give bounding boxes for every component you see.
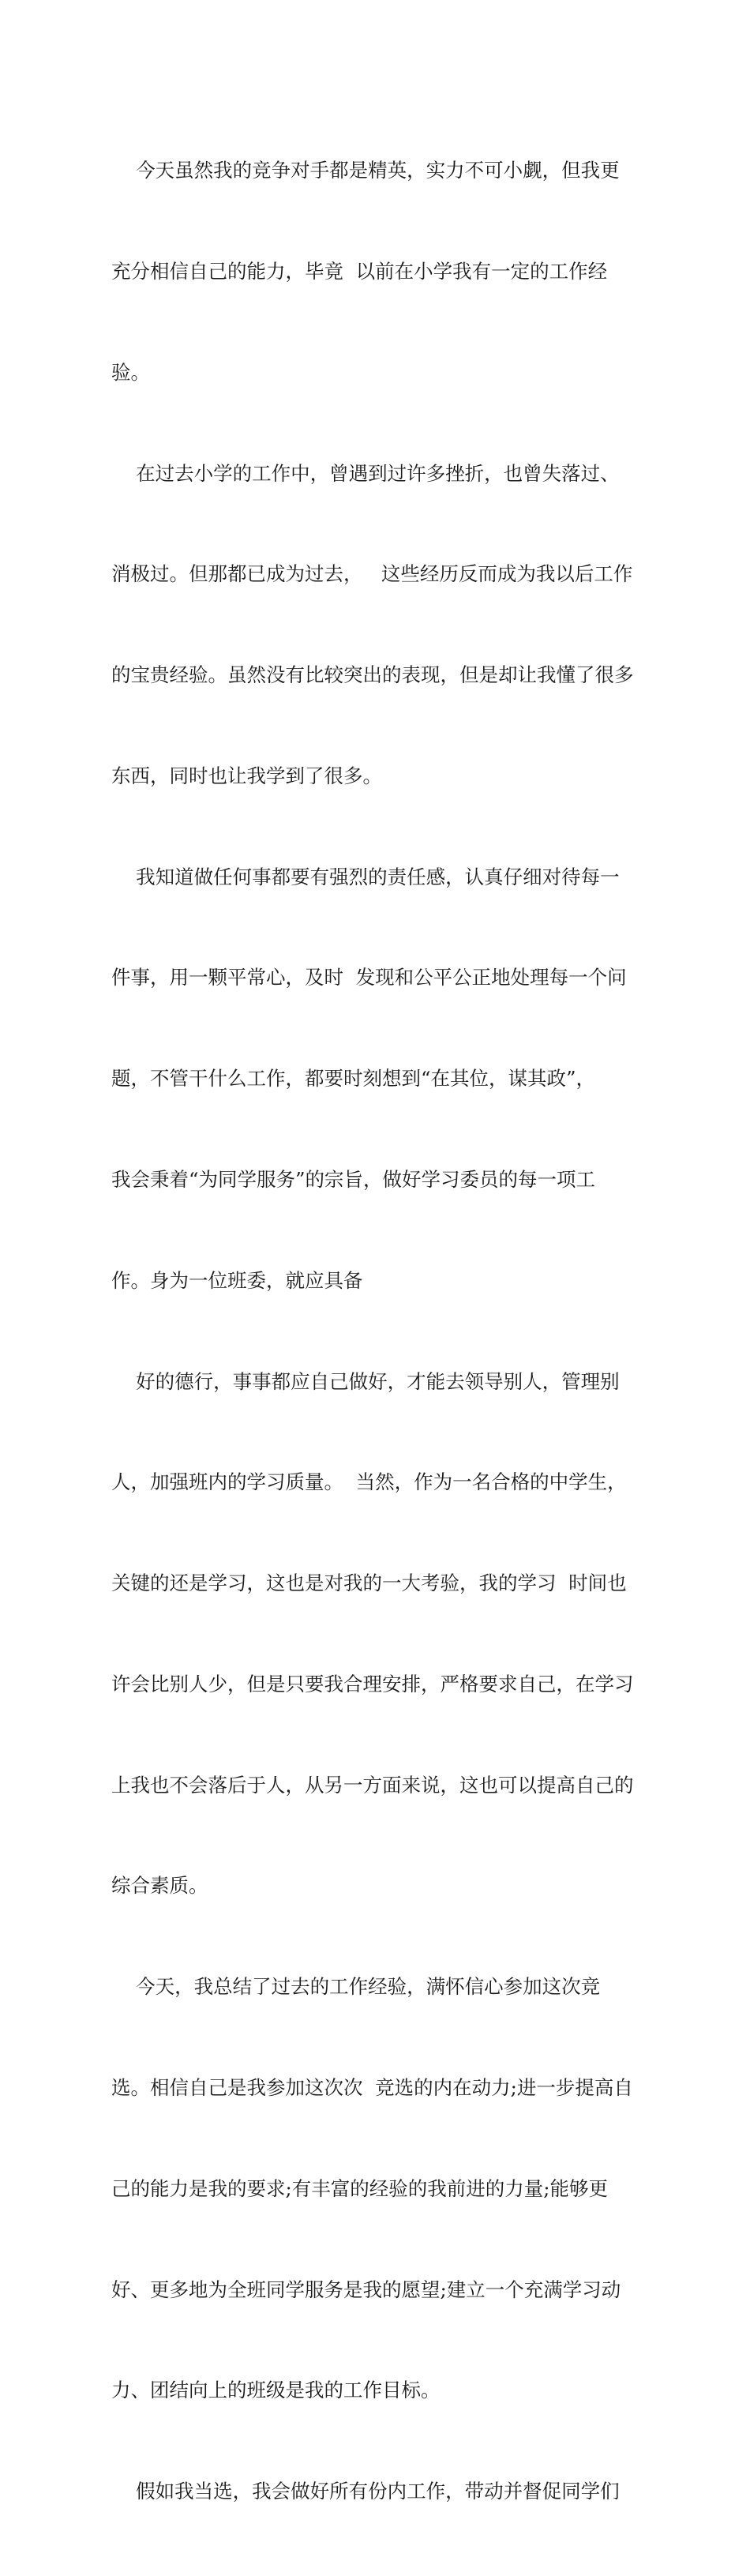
text-line: 验。 (111, 360, 150, 384)
text-line: 好的德行，事事都应自己做好，才能去领导别人，管理别 (111, 1369, 620, 1393)
text-line: 我知道做任何事都要有强烈的责任感，认真仔细对待每一 (111, 865, 620, 888)
text-line: 在过去小学的工作中，曾遇到过许多挫折，也曾失落过、 (111, 461, 620, 485)
text-line: 今天，我总结了过去的工作经验，满怀信心参加这次竞 (111, 1975, 601, 1999)
text-line: 作。身为一位班委，就应具备 (111, 1268, 363, 1292)
text-line: 件事，用一颗平常心，及时 发现和公平公正地处理每一个问 (111, 966, 627, 989)
text-line: 东西，同时也让我学到了很多。 (111, 764, 382, 787)
text-line: 的宝贵经验。虽然没有比较突出的表现，但是却让我懂了很多 (111, 663, 634, 687)
text-line: 综合素质。 (111, 1874, 208, 1898)
text-line: 充分相信自己的能力，毕竟 以前在小学我有一定的工作经 (111, 259, 608, 283)
text-line: 好、更多地为全班同学服务是我的愿望;建立一个充满学习动 (111, 2277, 621, 2301)
text-line: 今天虽然我的竞争对手都是精英，实力不可小觑，但我更 (111, 159, 620, 182)
text-line: 假如我当选，我会做好所有份内工作，带动并督促同学们 (111, 2480, 620, 2503)
text-line: 消极过。但那都已成为过去， 这些经历反而成为我以后工作 (111, 562, 633, 586)
text-line: 人，加强班内的学习质量。 当然，作为一名合格的中学生， (111, 1470, 627, 1494)
text-line: 我会秉着“为同学服务”的宗旨，做好学习委员的每一项工 (111, 1168, 596, 1191)
text-line: 许会比别人少，但是只要我合理安排，严格要求自己，在学习 (111, 1672, 634, 1695)
text-line: 己的能力是我的要求;有丰富的经验的我前进的力量;能够更 (111, 2176, 609, 2200)
text-line: 选。相信自己是我参加这次次 竞选的内在动力;进一步提高自 (111, 2076, 633, 2100)
text-line: 上我也不会落后于人，从另一方面来说，这也可以提高自己的 (111, 1773, 634, 1797)
text-line: 力、团结向上的班级是我的工作目标。 (111, 2379, 441, 2402)
text-line: 题，不管干什么工作，都要时刻想到“在其位，谋其政”， (111, 1067, 596, 1091)
document-body (111, 87, 648, 2576)
text-line: 关键的还是学习，这也是对我的一大考验，我的学习 时间也 (111, 1572, 627, 1595)
